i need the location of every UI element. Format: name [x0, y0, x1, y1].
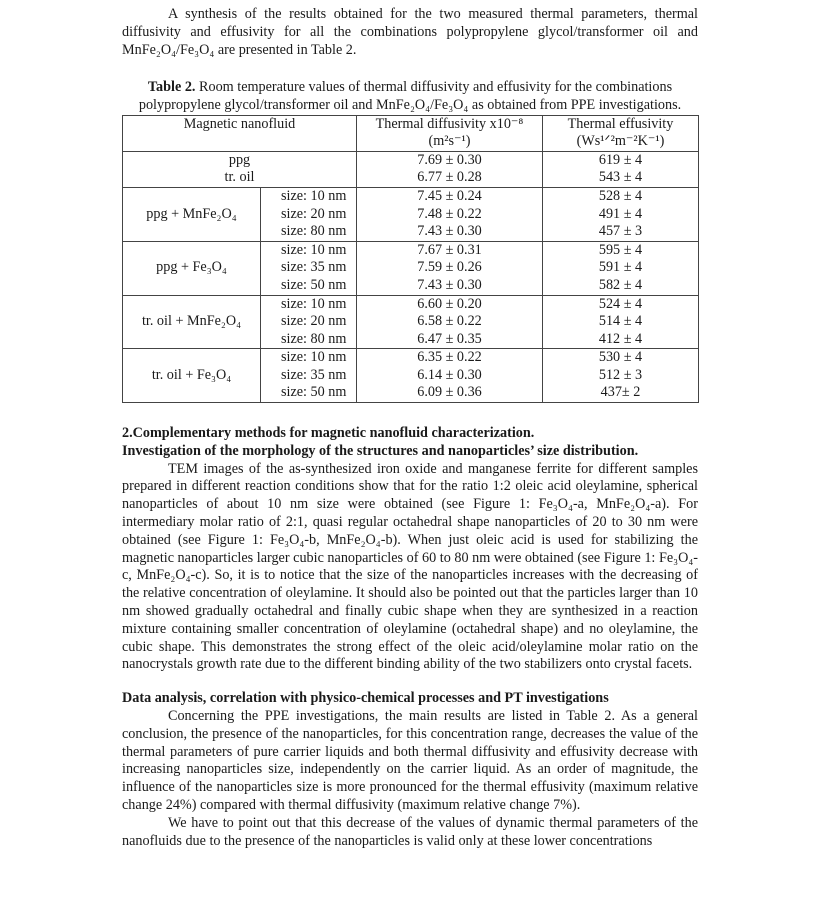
diffusivity-cell: 7.69 ± 0.30 — [357, 151, 543, 169]
group-name: tr. oil + Fe₃O₄ — [123, 349, 261, 403]
effusivity-cell: 619 ± 4 — [543, 151, 699, 169]
effusivity-cell: 491 ± 4 — [543, 206, 699, 224]
section2-subtitle: Investigation of the morphology of the structures and nanoparticles’ size distribution. — [122, 442, 639, 459]
effusivity-cell: 524 ± 4 — [543, 295, 699, 313]
diffusivity-cell: 6.58 ± 0.22 — [357, 313, 543, 331]
size-cell: size: 20 nm — [261, 206, 357, 224]
size-cell: size: 10 nm — [261, 241, 357, 259]
diffusivity-cell: 7.59 ± 0.26 — [357, 259, 543, 277]
size-cell: size: 35 nm — [261, 367, 357, 385]
diffusivity-cell: 6.47 ± 0.35 — [357, 331, 543, 349]
effusivity-cell: 543 ± 4 — [543, 169, 699, 187]
size-cell: size: 80 nm — [261, 331, 357, 349]
table-row — [123, 169, 699, 187]
group-name: ppg + MnFe₂O₄ — [123, 187, 261, 241]
section3-title: Data analysis, correlation with physico-chemical processes and PT investigations — [122, 690, 609, 707]
section2-title: 2.Complementary methods for magnetic nanofluid characterization. — [122, 425, 535, 442]
header-effusivity: Thermal effusivity (Ws¹ᐟ²m⁻²K⁻¹) — [543, 115, 699, 151]
effusivity-cell: 514 ± 4 — [543, 313, 699, 331]
section3-paragraph-2: We have to point out that this decrease of the values of dynamic thermal parameters of the nanofluids due to the presence of the nanoparticles is valid only at these lower concentrations — [122, 814, 698, 849]
size-cell: size: 10 nm — [261, 349, 357, 367]
diffusivity-cell: 7.43 ± 0.30 — [357, 223, 543, 241]
diffusivity-cell: 6.60 ± 0.20 — [357, 295, 543, 313]
effusivity-cell: 591 ± 4 — [543, 259, 699, 277]
group-name: ppg + Fe₃O₄ — [123, 241, 261, 295]
table-row — [123, 187, 699, 205]
table-caption-label: Table 2. — [147, 79, 196, 96]
pure-liquid-name: ppg — [123, 151, 357, 169]
document-page — [122, 6, 698, 850]
effusivity-cell: 582 ± 4 — [543, 277, 699, 295]
effusivity-cell: 528 ± 4 — [543, 187, 699, 205]
header-nanofluid: Magnetic nanofluid — [123, 115, 357, 151]
intro-paragraph: A synthesis of the results obtained for the two measured thermal parameters, thermal diffusivity and effusivity for all the combinations polypropylene glycol/transformer oil and MnFe₂O₄/Fe₃O₄ are presented in Table 2. — [122, 6, 698, 58]
size-cell: size: 10 nm — [261, 187, 357, 205]
table-row — [123, 241, 699, 259]
table-row — [123, 349, 699, 367]
diffusivity-cell: 6.09 ± 0.36 — [357, 384, 543, 402]
size-cell: size: 80 nm — [261, 223, 357, 241]
header-diffusivity: Thermal diffusivity x10⁻⁸ (m²s⁻¹) — [357, 115, 543, 151]
table-header-row — [123, 115, 699, 151]
diffusivity-cell: 7.43 ± 0.30 — [357, 277, 543, 295]
effusivity-cell: 412 ± 4 — [543, 331, 699, 349]
results-table — [122, 115, 699, 404]
pure-liquid-name: tr. oil — [123, 169, 357, 187]
effusivity-cell: 437± 2 — [543, 384, 699, 402]
diffusivity-cell: 6.77 ± 0.28 — [357, 169, 543, 187]
section3-paragraph-1: Concerning the PPE investigations, the main results are listed in Table 2. As a general conclusion, the presence of the nanoparticles, for this concentration range, decreases the value of the thermal parameters of pure carrier liquids and both thermal diffusivity and effusivity decrease with increasing nanoparticles size, independently on the carrier liquid. As an order of magnitude, the influence of the nanoparticles size is more pronounced for the thermal effusivity (maximum relative change 24%) compared with thermal diffusivity (maximum relative change 7%). — [122, 708, 698, 814]
diffusivity-cell: 6.35 ± 0.22 — [357, 349, 543, 367]
effusivity-cell: 457 ± 3 — [543, 223, 699, 241]
effusivity-cell: 530 ± 4 — [543, 349, 699, 367]
diffusivity-cell: 7.48 ± 0.22 — [357, 206, 543, 224]
size-cell: size: 10 nm — [261, 295, 357, 313]
size-cell: size: 35 nm — [261, 259, 357, 277]
diffusivity-cell: 6.14 ± 0.30 — [357, 367, 543, 385]
size-cell: size: 50 nm — [261, 384, 357, 402]
group-name: tr. oil + MnFe₂O₄ — [123, 295, 261, 349]
table-body — [123, 151, 699, 402]
table-caption-text: Room temperature values of thermal diffusivity and effusivity for the combinations polypropylene glycol/transformer oil and MnFe₂O₄/Fe₃O₄ as obtained from PPE investigations. — [138, 79, 682, 113]
diffusivity-cell: 7.67 ± 0.31 — [357, 241, 543, 259]
table-row — [123, 295, 699, 313]
section2-paragraph: TEM images of the as-synthesized iron oxide and manganese ferrite for different samples prepared in different reaction conditions show that for the ratio 1:2 oleic acid oleylamine, spherical nanoparticles of about 10 nm size were obtained (see Figure 1: Fe₃O₄-a, MnFe₂O₄-a). For intermediary molar ratio of 2:1, quasi regular octahedral shape nanoparticles of 20 to 30 nm were obtained (see Figure 1: Fe₃O₄-b, MnFe₂O₄-b). When just oleic acid is used for stabilizing the magnetic nanoparticles larger cubic nanoparticles of 60 to 80 nm were obtained (see Figure 1: Fe₃O₄-c, MnFe₂O₄-c). So, it is to notice that the size of the nanoparticles increases with the decreasing of the relative concentration of oleylamine. It should also be pointed out that the particles larger than 10 nm showed gradually octahedral and finally cubic shape when they are synthesized in a reaction mixture containing smaller concentration of oleylamine (octahedral shape) and no oleylamine, the cubic shape. This demonstrates the strong effect of the oleic acid/oleylamine molar ratio on the nanocrystals growth rate due to the different binding ability of the two stabilizers onto crystal facets. — [122, 460, 698, 673]
diffusivity-cell: 7.45 ± 0.24 — [357, 187, 543, 205]
size-cell: size: 20 nm — [261, 313, 357, 331]
effusivity-cell: 512 ± 3 — [543, 367, 699, 385]
effusivity-cell: 595 ± 4 — [543, 241, 699, 259]
table-row — [123, 151, 699, 169]
table-caption — [122, 79, 698, 114]
size-cell: size: 50 nm — [261, 277, 357, 295]
